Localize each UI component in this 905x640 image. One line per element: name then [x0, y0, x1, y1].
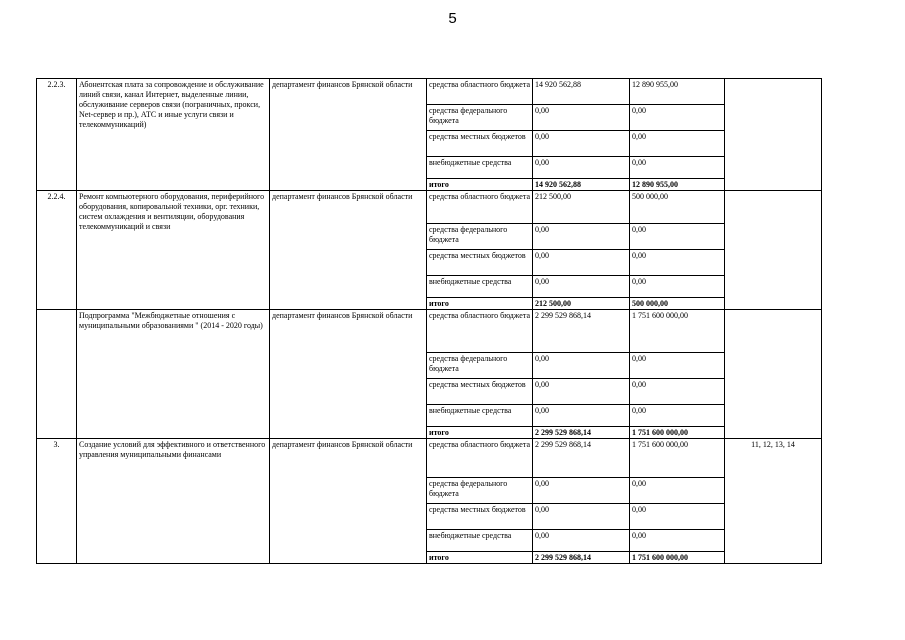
item-name-cell: Ремонт компьютерного оборудования, периферийного оборудования, копировальной техники, орг. техники, систем охлаждения и вентиляции, оборудования телекоммуникаций и связи	[77, 191, 270, 310]
indicator-refs-cell	[725, 79, 822, 191]
funding-source-cell: итого	[427, 179, 533, 191]
program-funding-table	[36, 78, 822, 564]
amount-cell-1: 0,00	[533, 353, 630, 379]
amount-cell-1: 2 299 529 868,14	[533, 439, 630, 478]
amount-cell-1: 2 299 529 868,14	[533, 427, 630, 439]
funding-source-cell: средства местных бюджетов	[427, 379, 533, 405]
table-row	[37, 439, 822, 478]
amount-cell-2: 1 751 600 000,00	[630, 552, 725, 564]
amount-cell-1: 14 920 562,88	[533, 79, 630, 105]
amount-cell-1: 0,00	[533, 250, 630, 276]
funding-source-cell: средства местных бюджетов	[427, 250, 533, 276]
item-name-cell: Подпрограмма "Межбюджетные отношения с муниципальными образованиями " (2014 - 2020 годы)	[77, 310, 270, 439]
amount-cell-2: 500 000,00	[630, 298, 725, 310]
amount-cell-2: 1 751 600 000,00	[630, 310, 725, 353]
amount-cell-1: 212 500,00	[533, 298, 630, 310]
amount-cell-1: 0,00	[533, 105, 630, 131]
funding-source-cell: средства федерального бюджета	[427, 353, 533, 379]
item-number-cell: 2.2.4.	[37, 191, 77, 310]
amount-cell-1: 2 299 529 868,14	[533, 552, 630, 564]
amount-cell-2: 0,00	[630, 379, 725, 405]
funding-source-cell: внебюджетные средства	[427, 157, 533, 179]
item-number-cell	[37, 310, 77, 439]
funding-source-cell: средства областного бюджета	[427, 191, 533, 224]
amount-cell-2: 0,00	[630, 478, 725, 504]
table-row	[37, 310, 822, 353]
amount-cell-2: 0,00	[630, 224, 725, 250]
amount-cell-2: 0,00	[630, 405, 725, 427]
indicator-refs-cell	[725, 191, 822, 310]
funding-source-cell: внебюджетные средства	[427, 530, 533, 552]
amount-cell-2: 0,00	[630, 105, 725, 131]
executor-cell: департамент финансов Брянской области	[270, 439, 427, 564]
amount-cell-2: 500 000,00	[630, 191, 725, 224]
funding-source-cell: средства федерального бюджета	[427, 224, 533, 250]
funding-source-cell: средства федерального бюджета	[427, 478, 533, 504]
amount-cell-2: 0,00	[630, 131, 725, 157]
funding-source-cell: внебюджетные средства	[427, 276, 533, 298]
amount-cell-1: 14 920 562,88	[533, 179, 630, 191]
indicator-refs-cell	[725, 310, 822, 439]
funding-source-cell: итого	[427, 427, 533, 439]
amount-cell-2: 0,00	[630, 250, 725, 276]
amount-cell-2: 0,00	[630, 157, 725, 179]
funding-source-cell: внебюджетные средства	[427, 405, 533, 427]
executor-cell: департамент финансов Брянской области	[270, 310, 427, 439]
executor-cell: департамент финансов Брянской области	[270, 79, 427, 191]
funding-source-cell: средства федерального бюджета	[427, 105, 533, 131]
item-name-cell: Создание условий для эффективного и ответственного управления муниципальными финансами	[77, 439, 270, 564]
table-row	[37, 79, 822, 105]
amount-cell-2: 0,00	[630, 504, 725, 530]
amount-cell-2: 0,00	[630, 353, 725, 379]
item-number-cell: 2.2.3.	[37, 79, 77, 191]
indicator-refs-cell: 11, 12, 13, 14	[725, 439, 822, 564]
amount-cell-1: 0,00	[533, 530, 630, 552]
amount-cell-1: 0,00	[533, 276, 630, 298]
funding-source-cell: итого	[427, 298, 533, 310]
amount-cell-1: 2 299 529 868,14	[533, 310, 630, 353]
amount-cell-1: 0,00	[533, 224, 630, 250]
funding-source-cell: средства областного бюджета	[427, 79, 533, 105]
page-number: 5	[448, 10, 457, 27]
amount-cell-2: 12 890 955,00	[630, 179, 725, 191]
funding-source-cell: средства областного бюджета	[427, 439, 533, 478]
amount-cell-1: 0,00	[533, 405, 630, 427]
amount-cell-2: 1 751 600 000,00	[630, 439, 725, 478]
amount-cell-1: 0,00	[533, 157, 630, 179]
item-number-cell: 3.	[37, 439, 77, 564]
executor-cell: департамент финансов Брянской области	[270, 191, 427, 310]
amount-cell-2: 0,00	[630, 530, 725, 552]
amount-cell-1: 0,00	[533, 131, 630, 157]
amount-cell-1: 0,00	[533, 379, 630, 405]
amount-cell-2: 1 751 600 000,00	[630, 427, 725, 439]
amount-cell-2: 0,00	[630, 276, 725, 298]
funding-source-cell: средства местных бюджетов	[427, 131, 533, 157]
funding-source-cell: средства местных бюджетов	[427, 504, 533, 530]
amount-cell-1: 0,00	[533, 478, 630, 504]
amount-cell-2: 12 890 955,00	[630, 79, 725, 105]
item-name-cell: Абонентская плата за сопровождение и обслуживание линий связи, канал Интернет, выделенные линии, обслуживание серверов связи (пограничных, прокси, Net-сервер и пр.), АТС и иные услуги связи и телекоммуникаций)	[77, 79, 270, 191]
funding-source-cell: итого	[427, 552, 533, 564]
amount-cell-1: 212 500,00	[533, 191, 630, 224]
funding-source-cell: средства областного бюджета	[427, 310, 533, 353]
amount-cell-1: 0,00	[533, 504, 630, 530]
table-row	[37, 191, 822, 224]
